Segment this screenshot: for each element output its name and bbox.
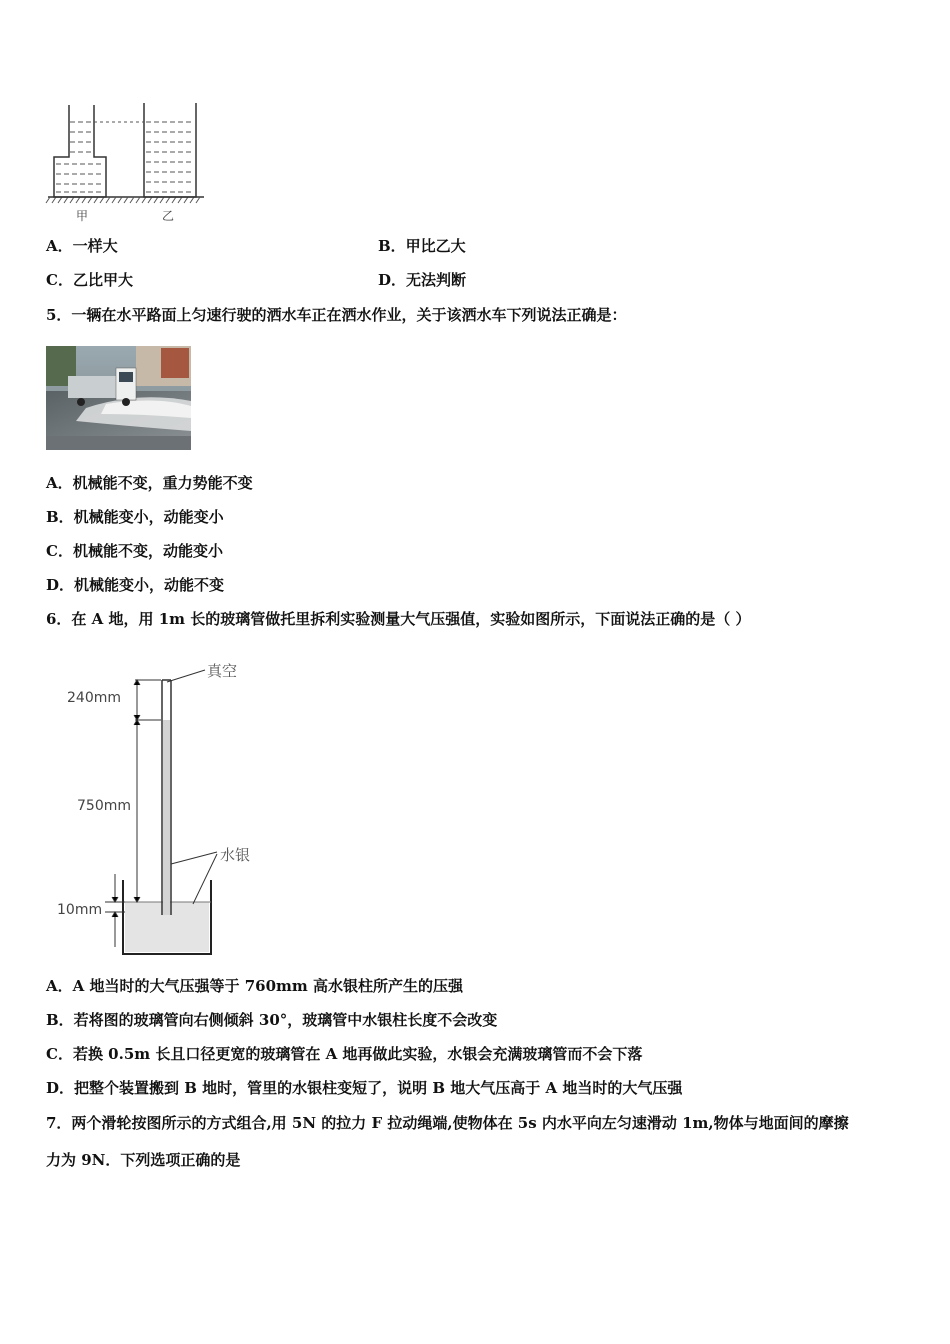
q5-option-b[interactable]: B．机械能变小，动能变小 bbox=[46, 508, 224, 526]
q6-option-a[interactable]: A．A 地当时的大气压强等于 760mm 高水银柱所产生的压强 bbox=[46, 977, 463, 995]
q5-stem: 5．一辆在水平路面上匀速行驶的洒水车正在洒水作业，关于该洒水车下列说法正确是： bbox=[46, 306, 627, 324]
torricelli-figure bbox=[55, 652, 285, 957]
q5-option-d[interactable]: D．机械能变小，动能不变 bbox=[46, 576, 225, 594]
dim-240-label: 240mm bbox=[67, 690, 121, 706]
q6-option-c[interactable]: C．若换 0.5m 长且口径更宽的玻璃管在 A 地再做此实验，水银会充满玻璃管而不会下落 bbox=[46, 1045, 643, 1063]
q5-option-c[interactable]: C．机械能不变，动能变小 bbox=[46, 542, 223, 560]
container-figure bbox=[44, 100, 214, 225]
q4-option-b[interactable]: B．甲比乙大 bbox=[378, 237, 466, 255]
q4-option-a[interactable]: A．一样大 bbox=[46, 237, 118, 255]
dim-10-label: 10mm bbox=[57, 902, 103, 918]
label-jia: 甲 bbox=[76, 209, 89, 223]
q7-stem-line1: 7．两个滑轮按图所示的方式组合,用 5N 的拉力 F 拉动绳端,使物体在 5s 内水平向左匀速滑动 1m,物体与地面间的摩擦 bbox=[46, 1114, 849, 1132]
mercury-label: 水银 bbox=[220, 846, 251, 864]
q4-option-d[interactable]: D．无法判断 bbox=[378, 271, 467, 289]
q7-stem-line2: 力为 9N．下列选项正确的是 bbox=[46, 1151, 241, 1169]
sprinkler-truck-photo bbox=[46, 346, 191, 450]
q5-option-a[interactable]: A．机械能不变，重力势能不变 bbox=[46, 474, 253, 492]
q4-option-c[interactable]: C．乙比甲大 bbox=[46, 271, 133, 289]
dim-750-label: 750mm bbox=[77, 798, 131, 814]
label-yi: 乙 bbox=[162, 209, 175, 223]
q6-stem: 6．在 A 地，用 1m 长的玻璃管做托里拆利实验测量大气压强值，实验如图所示，下面说法正确的是（ ） bbox=[46, 610, 751, 628]
vacuum-label: 真空 bbox=[207, 662, 238, 680]
q6-option-d[interactable]: D．把整个装置搬到 B 地时，管里的水银柱变短了，说明 B 地大气压高于 A 地当时的大气压强 bbox=[46, 1079, 683, 1097]
q6-option-b[interactable]: B．若将图的玻璃管向右侧倾斜 30°，玻璃管中水银柱长度不会改变 bbox=[46, 1011, 498, 1029]
container-jia bbox=[54, 105, 106, 197]
container-yi bbox=[144, 103, 196, 197]
